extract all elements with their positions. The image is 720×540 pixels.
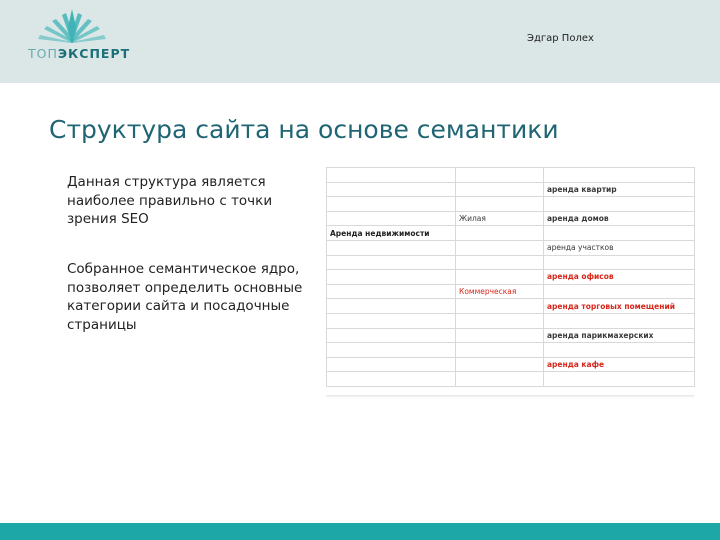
table-row bbox=[327, 182, 695, 197]
item-cafe: аренда кафе bbox=[544, 357, 695, 372]
table-row bbox=[327, 313, 695, 328]
item-plots: аренда участков bbox=[544, 240, 695, 255]
logo-text-bold: ЭКСПЕРТ bbox=[57, 46, 131, 61]
footer-bar bbox=[0, 523, 720, 540]
table-row bbox=[327, 255, 695, 270]
table-row bbox=[327, 284, 695, 299]
item-apartments: аренда квартир bbox=[544, 182, 695, 197]
table-shadow bbox=[326, 395, 694, 398]
item-houses: аренда домов bbox=[544, 211, 695, 226]
table-row bbox=[327, 357, 695, 372]
logo-wordmark bbox=[28, 46, 130, 61]
author-name: Эдгар Полех bbox=[527, 33, 594, 44]
item-retail: аренда торговых помещений bbox=[544, 299, 695, 314]
slide-title: Структура сайта на основе семантики bbox=[49, 115, 559, 144]
table-row bbox=[327, 299, 695, 314]
table-row bbox=[327, 270, 695, 285]
table-row bbox=[327, 240, 695, 255]
paragraph-seo: Данная структура является наиболее правильно с точки зрения SEO bbox=[67, 174, 273, 227]
table-row bbox=[327, 343, 695, 358]
site-structure-table bbox=[326, 167, 695, 387]
table-row bbox=[327, 168, 695, 183]
item-offices: аренда офисов bbox=[544, 270, 695, 285]
category-residential: Жилая bbox=[456, 211, 544, 226]
table-row bbox=[327, 197, 695, 212]
table-row bbox=[327, 226, 695, 241]
item-salons: аренда парикмахерских bbox=[544, 328, 695, 343]
table-row bbox=[327, 328, 695, 343]
slide-header bbox=[0, 0, 720, 83]
paragraph-semantic-core: Собранное семантическое ядро, позволяет определить основные категории сайта и посадочные страницы bbox=[67, 261, 303, 333]
table-row bbox=[327, 211, 695, 226]
lotus-logo-icon bbox=[36, 7, 108, 47]
table-row bbox=[327, 372, 695, 387]
category-commercial: Коммерческая bbox=[456, 284, 544, 299]
logo-text-thin: ТОП bbox=[28, 46, 58, 61]
root-category: Аренда недвижимости bbox=[327, 226, 456, 241]
